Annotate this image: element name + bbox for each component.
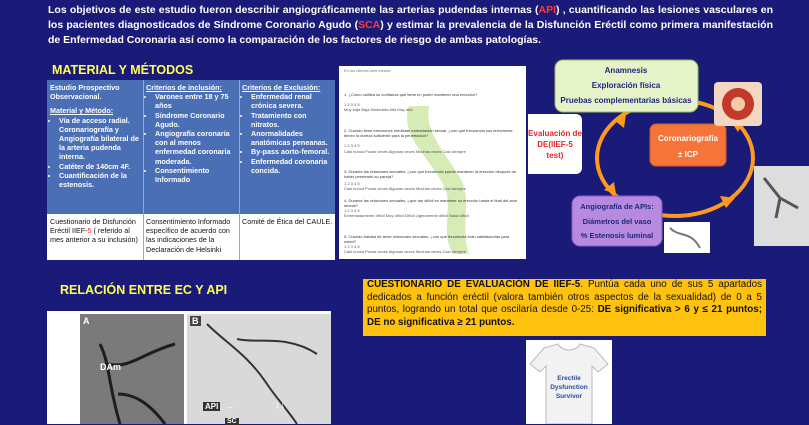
- coronariography-line: Coronariografía: [657, 134, 719, 143]
- iief-evaluation-box: [528, 114, 582, 174]
- down-arrows-icon: ↓↓: [275, 400, 285, 411]
- iief-description-score: DE significativa > 6 y ≤ 21 puntos; DE no significativa ≥ 21 puntos.: [367, 304, 762, 328]
- api-label: API: [205, 402, 219, 411]
- col1-item: • Cuantificación de la estenosis.: [59, 171, 142, 189]
- col3-item: • Tratamiento con nitratos.: [251, 111, 333, 129]
- col3-item: • Enfermedad renal crónica severa.: [251, 92, 333, 110]
- coronariography-box: [650, 124, 726, 166]
- iief-line: Evaluación de: [528, 129, 582, 138]
- col3-header: Criterios de Exclusión:: [242, 83, 321, 92]
- intro-text-3: ) y estimar la prevalencia de la Disfunción Eréctil como primera manifestación de Enfermedad Coronaria así como la comparación de los factores de riesgo de ambas patologías.: [48, 19, 773, 46]
- col1-item: • Catéter de 140cm 4F.: [59, 162, 142, 171]
- question-5-options: Casi nunca Pocas veces Algunas veces Muchas veces Casi siempre: [344, 249, 466, 254]
- panel-b-label: B: [192, 316, 199, 326]
- anamnesis-line: Exploración física: [591, 81, 661, 90]
- iief-description-title: CUESTIONARIO DE EVALUACIÓN DE IIEF-5: [367, 279, 581, 290]
- study-type: Estudio Prospectivo Observacional.: [50, 83, 120, 102]
- intro-text-1: Los objetivos de este estudio fueron describir angiográficamente las arterias pudendas internas (: [48, 4, 539, 16]
- question-scale: 1 2 3 4 5: [344, 244, 360, 249]
- anamnesis-line: Anamnesis: [604, 66, 648, 75]
- methods-col-1: [50, 83, 142, 189]
- intro-paragraph: [48, 3, 773, 48]
- api-arrow-icon: →: [225, 401, 234, 411]
- angiography-panel: [47, 311, 331, 424]
- iief-description: [363, 279, 766, 336]
- question-scale: 1 2 3 4 5: [344, 181, 360, 186]
- api-angiography-line: Diámetros del vaso: [582, 217, 652, 226]
- intro-api: API: [538, 4, 557, 16]
- dam-label: DAm: [100, 362, 122, 372]
- methods-table: [47, 80, 335, 260]
- question-1: 1. ¿Cómo califica su confianza que tiene en poder mantener una erección?: [344, 92, 478, 97]
- question-2-options: Casi nunca Pocas veces Algunas veces Muchas veces Casi siempre: [344, 149, 466, 154]
- question-3-options: Casi nunca Pocas veces Algunas veces Muchas veces Casi siempre: [344, 186, 466, 191]
- col2-item: • Síndrome Coronario Agudo.: [155, 111, 237, 129]
- tshirt-line: Dysfunction: [550, 384, 588, 391]
- material-title: MATERIAL Y MÉTODOS: [52, 63, 194, 77]
- col2-item: • Varones entre 18 y 75 años: [155, 92, 237, 110]
- col2-item: • Consentimiento Informado: [155, 166, 237, 184]
- tshirt-line: Erectile: [557, 375, 581, 382]
- api-angiography-line: % Estenosis luminal: [580, 231, 654, 240]
- coronariography-line: ± ICP: [678, 150, 698, 159]
- col2-header: Criterios de inclusión:: [146, 83, 222, 92]
- methods-col-2: [146, 83, 237, 184]
- question-4-options: Extremadamente difícil Muy difícil Difícil Ligeramente difícil Nada difícil: [344, 213, 469, 218]
- partial-label: SC: [227, 418, 237, 425]
- question-4: 4. Durante las relaciones sexuales, ¿qué tan difícil es mantener su erección hasta el final del acto sexual?: [344, 198, 517, 208]
- artery-photo-lumen: [731, 97, 745, 111]
- angio-a-vessels: [80, 314, 184, 424]
- question-1-options: Muy baja Baja Moderada Alta Muy alta: [344, 107, 413, 112]
- col3-item: • Anormalidades anatómicas peneanas.: [251, 129, 333, 147]
- bottom-cell-1-text: Cuestionario de Disfunción Eréctil IIEF-: [50, 217, 136, 236]
- col1-header: Material y Método:: [50, 106, 114, 116]
- col3-item: • By-pass aorto-femoral.: [251, 147, 333, 156]
- question-scale: 1 2 3 4 5: [344, 143, 360, 148]
- iief-line: DE(IIEF-5 test): [537, 140, 573, 160]
- tshirt-line: Survivor: [555, 393, 583, 400]
- tshirt-text: [546, 374, 592, 401]
- question-5: 5. Cuando trataba de tener relaciones sexuales, ¿con qué frecuencia eran satisfactorias para usted?: [344, 234, 510, 244]
- bottom-cell-1: [50, 217, 142, 245]
- angio-image-b: [187, 314, 331, 424]
- col3-item: • Enfermedad coronaria concida.: [251, 157, 333, 175]
- bottom-cell-1-number: 5: [87, 226, 92, 236]
- pudendal-angio-photo: [664, 222, 710, 253]
- intro-sca: SCA: [358, 19, 381, 31]
- question-scale: 1 2 3 4 5: [344, 102, 360, 107]
- questionnaire-header: En los últimos seis meses:: [344, 68, 392, 73]
- coronary-angio-photo: [754, 166, 809, 246]
- bottom-cell-2: Consentimiento Informado específico de acuerdo con las indicaciones de la Declaración de Helsinki: [146, 217, 231, 254]
- bottom-cell-3: Comité de Ética del CAULE.: [242, 217, 333, 226]
- col1-item: • Vía de acceso radial. Coronariografía y Angiografía bilateral de la arteria pudenda interna.: [59, 116, 142, 162]
- bottom-cell-1-tail: ( referido al mes anterior a su inclusión): [50, 226, 138, 245]
- api-angiography-line: Angiografía de APIs:: [580, 202, 654, 211]
- question-3: 3. Durante las relaciones sexuales, ¿con qué frecuencia puede mantener la erección después de haber penetrado su pareja?: [344, 169, 517, 179]
- methods-col-3: [242, 83, 333, 175]
- relation-title: RELACIÓN ENTRE EC Y API: [60, 283, 228, 297]
- panel-a-label: A: [83, 316, 90, 326]
- anamnesis-line: Pruebas complementarias básicas: [560, 96, 692, 105]
- tshirt-image: [526, 340, 612, 424]
- angio-image-a: [80, 314, 184, 424]
- question-scale: 1 2 3 4 5: [344, 208, 360, 213]
- questionnaire-image: [339, 66, 526, 259]
- iief-description-body: . Puntúa cada uno de sus 5 apartados dedicados a función eréctil (valora también otros aspectos de la sexualidad) de 0 a 5 puntos, logrando un total que oscilaría desde 0-25:: [367, 279, 762, 316]
- col2-item: • Angiografía coronaria con al menos enfermedad coronaria moderada.: [155, 129, 237, 166]
- intro-text-2: ) , cuantificando las lesiones vasculares en los pacientes diagnosticados de Síndrome Coronario Agudo (: [48, 4, 773, 31]
- question-2: 2. Cuando tiene erecciones mediante estimulación sexual, ¿con qué frecuencia sus erecciones tienen la dureza suficiente para la penetración?: [344, 128, 513, 138]
- table-divider: [239, 80, 240, 260]
